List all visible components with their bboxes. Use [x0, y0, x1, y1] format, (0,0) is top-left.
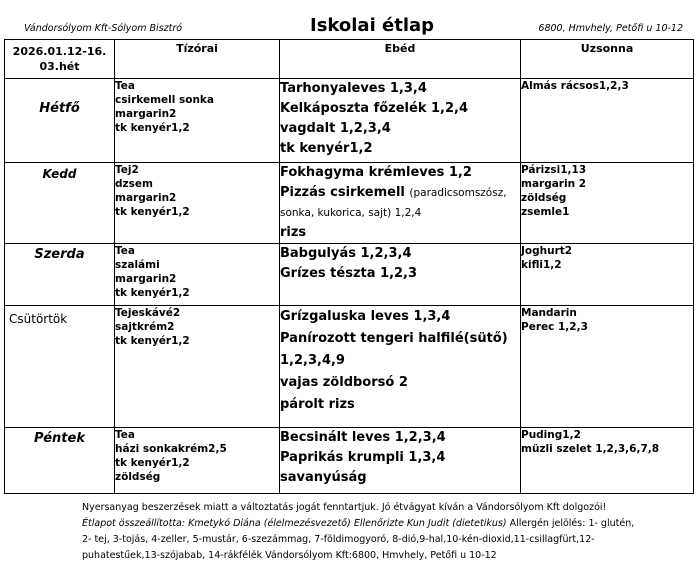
menu-item: Paprikás krumpli 1,3,4 [280, 450, 446, 465]
menu-item: Tea [115, 429, 135, 441]
menu-item-detail: sonka, kukorica, sajt) 1,2,4 [280, 207, 422, 219]
caterer-address: 6800, Hmvhely, Petőfi u 10-12 [538, 23, 683, 34]
menu-item: Tarhonyaleves 1,3,4 [280, 81, 427, 96]
allergen-legend-start: Allergén jelölés: 1- glutén, 2- [82, 518, 635, 545]
week-date-cell [5, 40, 115, 79]
menu-item: dzsem [115, 178, 153, 190]
menu-item: savanyúság [280, 470, 367, 485]
menu-item: zsemle1 [521, 206, 570, 218]
menu-item: Mandarin [521, 307, 577, 319]
menu-item: Grízgaluska leves 1,3,4 [280, 309, 451, 324]
menu-item: Tea [115, 80, 135, 92]
column-header-ebed: Ebéd [280, 40, 521, 79]
table-row-pentek [5, 428, 694, 494]
menu-item: csirkemell sonka [115, 94, 214, 106]
menu-item: margarin 2 [521, 178, 587, 190]
menu-table [4, 39, 694, 494]
menu-item: zöldség [521, 192, 567, 204]
column-header-uzsonna: Uzsonna [521, 40, 694, 79]
tizorai-cell [115, 163, 280, 244]
tizorai-cell [115, 244, 280, 306]
ebed-cell [280, 428, 521, 494]
menu-item: Grízes tészta 1,2,3 [280, 266, 418, 281]
date-range: 2026.01.12-16. [12, 45, 107, 58]
table-header-row [5, 40, 694, 79]
menu-item: müzli szelet 1,2,3,6,7,8 [521, 443, 660, 455]
table-row-hetfo [5, 79, 694, 163]
menu-item: margarin2 [115, 273, 177, 285]
menu-item: Tea [115, 245, 135, 257]
ebed-cell [280, 79, 521, 163]
day-name: Kedd [42, 167, 77, 181]
menu-item: sajtkrém2 [115, 321, 175, 333]
uzsonna-cell [521, 79, 694, 163]
tizorai-cell [115, 79, 280, 163]
uzsonna-cell [521, 306, 694, 428]
menu-item: tk kenyér1,2 [115, 457, 190, 469]
menu-item: tk kenyér1,2 [115, 122, 190, 134]
day-cell-hetfo [5, 79, 115, 163]
day-cell-szerda [5, 244, 115, 306]
menu-item: Tej2 [115, 164, 139, 176]
table-row-kedd [5, 163, 694, 244]
footer-disclaimer: Nyersanyag beszerzések miatt a változtatás jogát fenntartjuk. Jó étvágyat kíván a Vándorsólyom Kft dolgozói! [82, 502, 607, 513]
menu-item: margarin2 [115, 108, 177, 120]
menu-item: Kelkáposzta főzelék 1,2,4 [280, 101, 469, 116]
table-row-csutortok [5, 306, 694, 428]
menu-header [4, 9, 693, 39]
day-cell-csutortok [5, 306, 115, 428]
menu-item: párolt rizs [280, 397, 355, 412]
menu-item: Panírozott tengeri halfilé(sütő) [280, 331, 508, 346]
menu-item: Párizsi1,13 [521, 164, 587, 176]
page-title: Iskolai étlap [310, 15, 435, 36]
menu-item: Almás rácsos1,2,3 [521, 80, 629, 92]
menu-item: tk kenyér1,2 [115, 287, 190, 299]
menu-item: vagdalt 1,2,3,4 [280, 121, 391, 136]
uzsonna-cell [521, 163, 694, 244]
menu-item-main: Pizzás csirkemell [280, 185, 405, 200]
ebed-cell [280, 163, 521, 244]
allergen-legend-end: puhatestűek,13-szójabab, 14-rákfélék Vándorsólyom Kft:6800, Hmvhely, Petőfi u 10-12 [82, 550, 497, 561]
menu-item [280, 183, 520, 203]
day-cell-kedd [5, 163, 115, 244]
menu-item: házi sonkakrém2,5 [115, 443, 227, 455]
menu-item: Joghurt2 [521, 245, 573, 257]
menu-item: tk kenyér1,2 [280, 141, 373, 156]
menu-item: zöldség [115, 471, 161, 483]
menu-item: Fokhagyma krémleves 1,2 [280, 165, 472, 180]
menu-item: margarin2 [115, 192, 177, 204]
tizorai-cell [115, 306, 280, 428]
menu-item: Tejeskávé2 [115, 307, 181, 319]
allergen-legend-middle: tej, 3-tojás, 4-zeller, 5-mustár, 6-szezámmag, 7-földimogyoró, 8-dió,9-hal,10-kén-dioxid,11-csillagfürt,12- [94, 534, 595, 545]
footer-author: Étlapot összeállította: Kmetykó Diána (élelmezésvezető) Ellenőrizte Kun Judit (dietetikus) [82, 518, 507, 529]
ebed-cell [280, 244, 521, 306]
footer-note [82, 500, 642, 564]
day-cell-pentek [5, 428, 115, 494]
uzsonna-cell [521, 428, 694, 494]
menu-item: Becsinált leves 1,2,3,4 [280, 430, 446, 445]
menu-item: vajas zöldborsó 2 [280, 375, 408, 390]
menu-item-detail: (paradicsomszósz, [409, 187, 507, 199]
day-name: Csütörtök [9, 312, 68, 326]
day-name: Péntek [34, 431, 85, 446]
week-number: 03.hét [39, 60, 80, 73]
day-name: Szerda [34, 247, 85, 262]
uzsonna-cell [521, 244, 694, 306]
menu-item: rizs [280, 225, 307, 240]
footer-allergens [82, 516, 642, 564]
menu-item: 1,2,3,4,9 [280, 353, 345, 368]
day-name: Hétfő [39, 101, 80, 116]
menu-item: Perec 1,2,3 [521, 321, 588, 333]
menu-page [4, 9, 693, 564]
caterer-name: Vándorsólyom Kft-Sólyom Bisztró [24, 23, 183, 34]
menu-item: kifli1,2 [521, 259, 562, 271]
table-row-szerda [5, 244, 694, 306]
menu-item: Puding1,2 [521, 429, 581, 441]
menu-item: szalámi [115, 259, 160, 271]
tizorai-cell [115, 428, 280, 494]
menu-item: Babgulyás 1,2,3,4 [280, 246, 412, 261]
menu-item: tk kenyér1,2 [115, 206, 190, 218]
column-header-tizorai: Tízórai [115, 40, 280, 79]
ebed-cell [280, 306, 521, 428]
menu-item: tk kenyér1,2 [115, 335, 190, 347]
